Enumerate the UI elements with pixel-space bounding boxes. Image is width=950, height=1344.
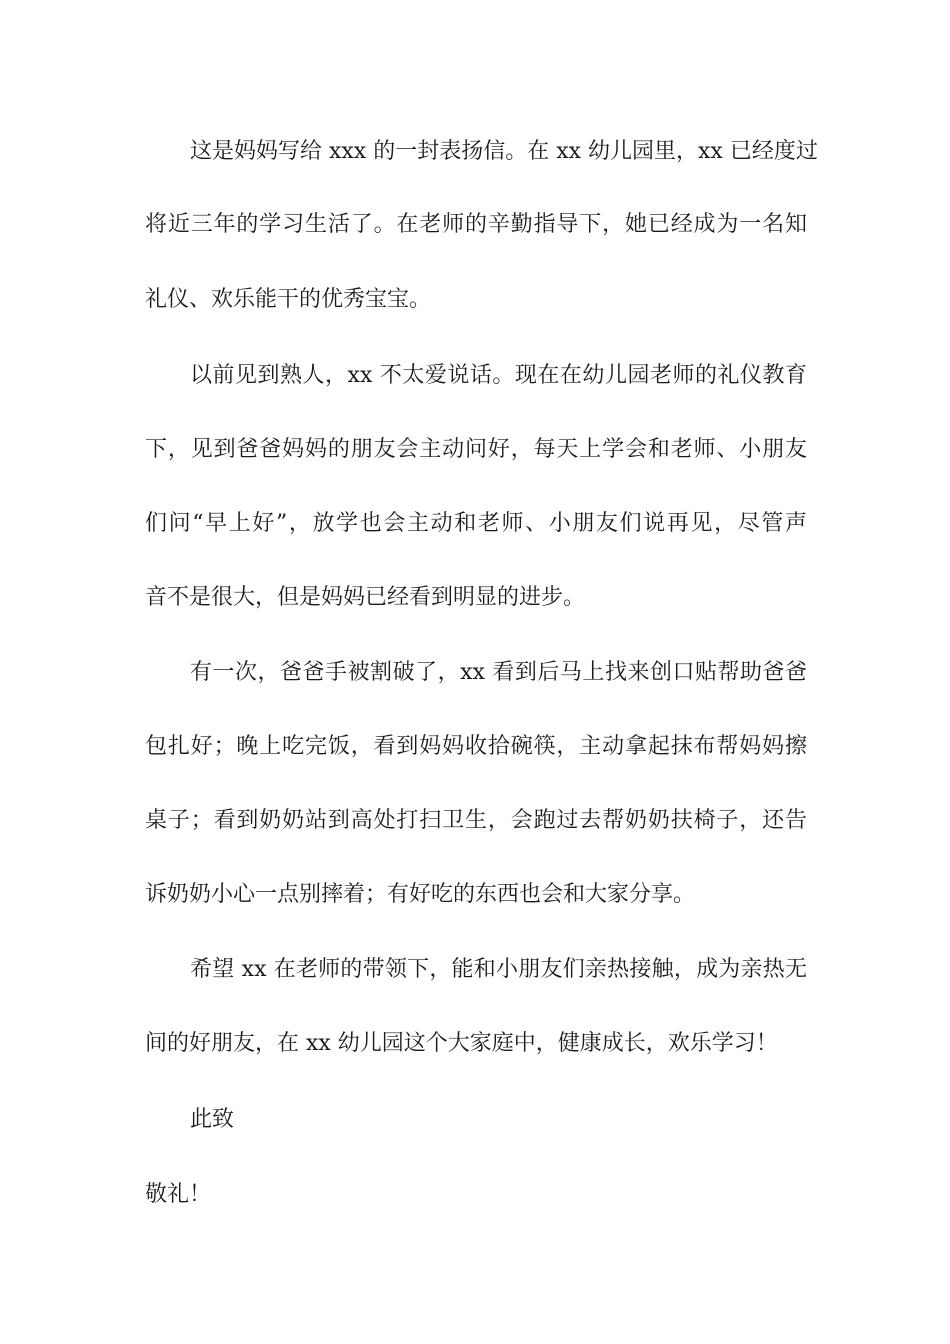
letter-line: 礼仪、欢乐能干的优秀宝宝。	[145, 287, 432, 312]
letter-line: 这是妈妈写给 xxx 的一封表扬信。在 xx 幼儿园里，xx 已经度过	[190, 139, 818, 164]
closing-regards: 敬礼！	[145, 1182, 212, 1207]
letter-line: 下，见到爸爸妈妈的朋友会主动问好，每天上学会和老师、小朋友	[145, 437, 807, 462]
letter-line: 以前见到熟人，xx 不太爱说话。现在在幼儿园老师的礼仪教育	[190, 363, 807, 388]
letter-line: 包扎好；晚上吃完饭，看到妈妈收拾碗筷，主动拿起抹布帮妈妈擦	[145, 734, 807, 759]
letter-line: 将近三年的学习生活了。在老师的辛勤指导下，她已经成为一名知	[145, 212, 807, 237]
letter-line: 有一次，爸爸手被割破了，xx 看到后马上找来创口贴帮助爸爸	[190, 660, 807, 685]
letter-line: 桌子；看到奶奶站到高处打扫卫生，会跑过去帮奶奶扶椅子，还告	[145, 808, 807, 833]
letter-line: 们问“早上好”，放学也会主动和老师、小朋友们说再见，尽管声	[145, 511, 807, 536]
letter-line: 希望 xx 在老师的带领下，能和小朋友们亲热接触，成为亲热无	[190, 957, 807, 982]
letter-line: 音不是很大，但是妈妈已经看到明显的进步。	[145, 585, 586, 610]
letter-line: 诉奶奶小心一点别摔着；有好吃的东西也会和大家分享。	[145, 882, 696, 907]
closing-salutation: 此致	[190, 1107, 235, 1132]
letter-line: 间的好朋友，在 xx 幼儿园这个大家庭中，健康成长，欢乐学习！	[145, 1031, 778, 1056]
